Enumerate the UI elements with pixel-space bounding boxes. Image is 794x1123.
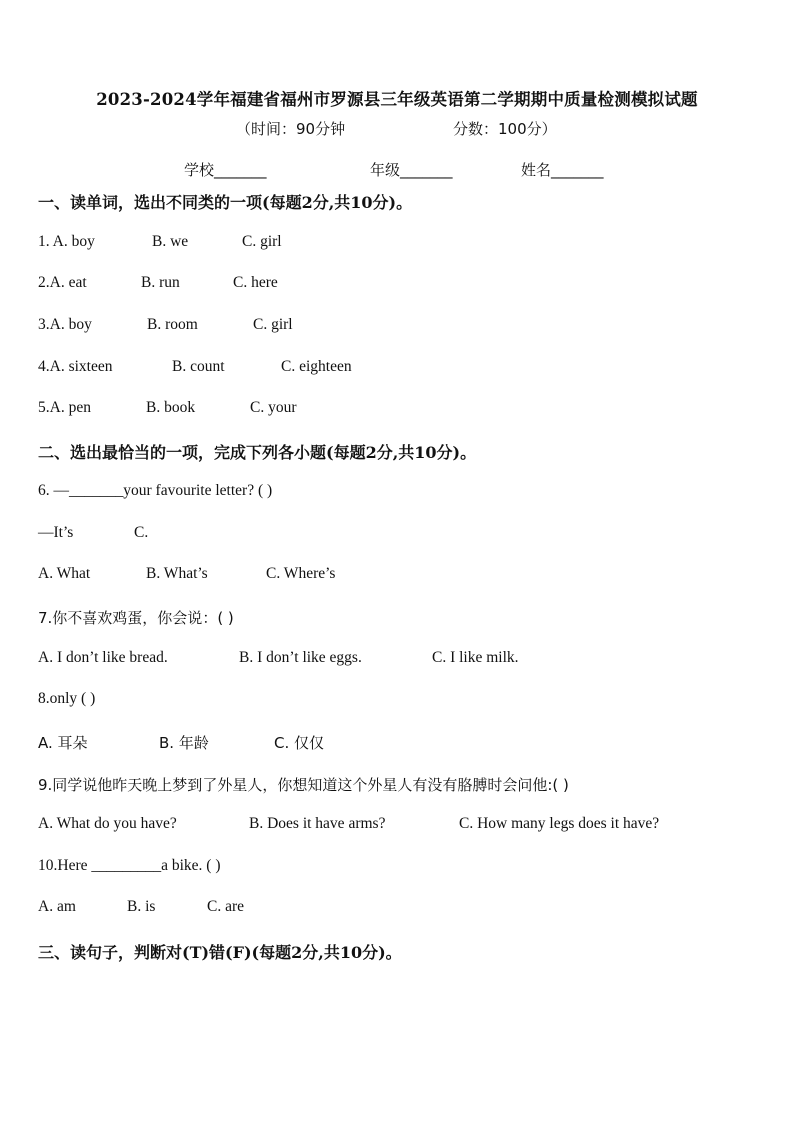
q8-option-b[interactable]: B. 年龄 xyxy=(159,734,209,752)
option-b[interactable]: B. we xyxy=(152,233,189,250)
q9-option-b[interactable]: B. Does it have arms? xyxy=(249,815,386,832)
option-b[interactable]: B. room xyxy=(147,316,198,333)
option-b[interactable]: B. book xyxy=(146,399,196,416)
option-c[interactable]: C. girl xyxy=(242,233,282,250)
grade-field[interactable]: 年级_______ xyxy=(370,161,453,179)
option-a[interactable]: 1. A. boy xyxy=(38,233,95,250)
q6-option-a[interactable]: A. What xyxy=(38,565,91,582)
question-6-reply: —It’s xyxy=(38,524,74,541)
option-c[interactable]: C. here xyxy=(233,274,278,291)
section-2-heading: 二、选出最恰当的一项，完成下列各小题(每题2分,共10分)。 xyxy=(38,443,477,462)
option-c[interactable]: C. your xyxy=(250,399,297,416)
school-field[interactable]: 学校_______ xyxy=(184,161,267,179)
q7-option-a[interactable]: A. I don’t like bread. xyxy=(38,649,168,666)
page-title: 2023-2024学年福建省福州市罗源县三年级英语第二学期期中质量检测模拟试题 xyxy=(96,90,698,109)
q10-option-c[interactable]: C. are xyxy=(207,898,245,915)
q8-option-a[interactable]: A. 耳朵 xyxy=(38,734,88,752)
section-1-heading: 一、读单词，选出不同类的一项(每题2分,共10分)。 xyxy=(38,193,413,212)
q7-option-b[interactable]: B. I don’t like eggs. xyxy=(239,649,362,666)
question-7-stem: 7.你不喜欢鸡蛋，你会说：( ) xyxy=(38,609,234,627)
q6-option-b[interactable]: B. What’s xyxy=(146,565,208,582)
option-a[interactable]: 2.A. eat xyxy=(38,274,87,291)
q10-option-a[interactable]: A. am xyxy=(38,898,76,915)
option-b[interactable]: B. run xyxy=(141,274,180,291)
exam-time: （时间：90分钟 xyxy=(236,120,346,138)
q8-option-c[interactable]: C. 仅仅 xyxy=(274,734,325,752)
option-b[interactable]: B. count xyxy=(172,358,225,375)
q6-option-c[interactable]: C. Where’s xyxy=(266,565,336,582)
q9-option-c[interactable]: C. How many legs does it have? xyxy=(459,815,660,832)
question-9-stem: 9.同学说他昨天晚上梦到了外星人，你想知道这个外星人有没有胳膊时会问他:( ) xyxy=(38,776,569,794)
option-c[interactable]: C. eighteen xyxy=(281,358,352,375)
name-field[interactable]: 姓名_______ xyxy=(521,161,604,179)
option-a[interactable]: 4.A. sixteen xyxy=(38,358,113,375)
option-c[interactable]: C. girl xyxy=(253,316,293,333)
q9-option-a[interactable]: A. What do you have? xyxy=(38,815,177,832)
option-a[interactable]: 3.A. boy xyxy=(38,316,92,333)
question-10-stem: 10.Here _________a bike. ( ) xyxy=(38,857,221,874)
question-8-stem: 8.only ( ) xyxy=(38,690,96,707)
question-6-reply-c: C. xyxy=(134,524,149,541)
exam-score: 分数：100分） xyxy=(453,120,557,138)
section-3-heading: 三、读句子，判断对(T)错(F)(每题2分,共10分)。 xyxy=(38,943,402,962)
q7-option-c[interactable]: C. I like milk. xyxy=(432,649,519,666)
q10-option-b[interactable]: B. is xyxy=(127,898,156,915)
option-a[interactable]: 5.A. pen xyxy=(38,399,91,416)
question-6-stem: 6. —_______your favourite letter? ( ) xyxy=(38,482,273,499)
